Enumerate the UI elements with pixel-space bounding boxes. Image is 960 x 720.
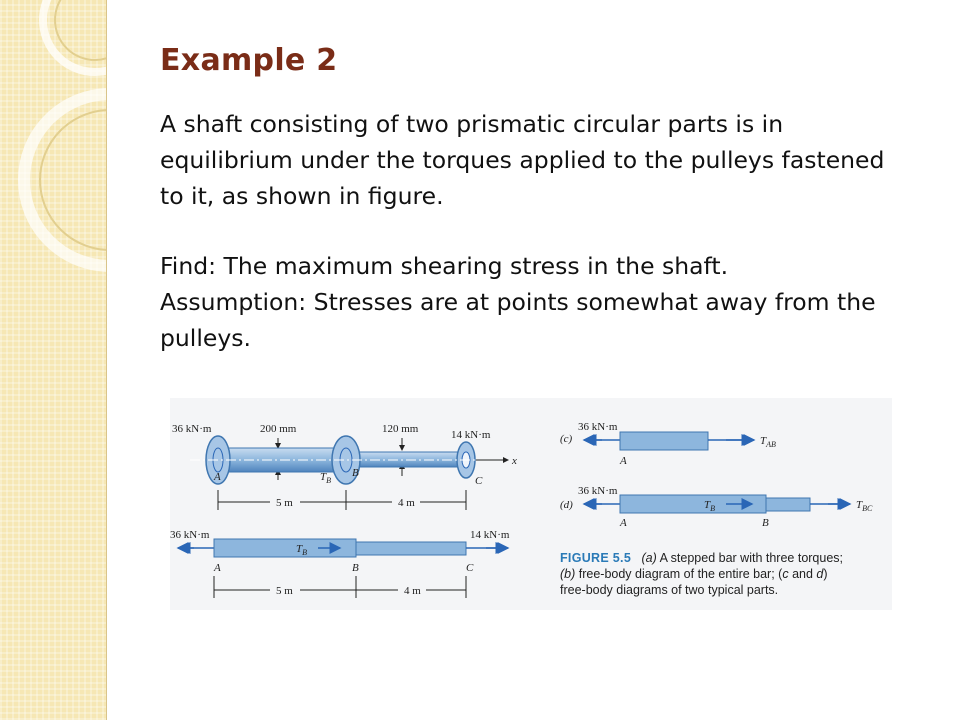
d-shaft-bc [766,498,810,511]
b-point-a: A [214,562,221,574]
find-statement: Find: The maximum shearing stress in the shaft. [160,252,729,280]
d-label: (d) [560,499,573,511]
caption-line-3: free-body diagrams of two typical parts. [560,583,779,597]
a-axis-x-label: x [512,455,517,467]
b-length-ab: 5 m [276,585,293,597]
c-torque-label: 36 kN·m [578,421,618,433]
assumption-statement: Assumption: Stresses are at points somewhat away from the pulleys. [160,288,876,352]
a-torque-a-label: 36 kN·m [172,423,212,435]
d-point-b: B [762,517,769,529]
c-shaft [620,432,708,450]
a-length-ab: 5 m [276,497,293,509]
a-torque-c-label: 14 kN·m [451,429,491,441]
b-torque-a-label: 36 kN·m [170,529,210,541]
slide-body [160,106,900,356]
b-point-b: B [352,562,359,574]
decorative-rings [0,0,106,720]
figure-caption: FIGURE 5.5 (a) A stepped bar with three torques; (b) free-body diagram of the entire bar; (c and d) free-body diagrams of two typical parts. [560,550,890,598]
problem-statement: A shaft consisting of two prismatic circular parts is in equilibrium under the torques applied to the pulleys fastened to it, as shown in figure. [160,110,885,210]
diagram-a [172,423,517,510]
shaft-figure [170,398,892,610]
a-point-c: C [475,475,483,487]
d-torque-label: 36 kN·m [578,485,618,497]
a-tb-label: $T_B$ [320,471,332,485]
b-torque-c-label: 14 kN·m [470,529,510,541]
d-t-label: $T_{BC}$ [856,499,873,513]
b-tb-label: $T_B$ [296,543,308,557]
d-point-a: A [620,517,627,529]
diagram-c [560,421,776,467]
c-t-label: $T_{AB}$ [760,435,776,449]
a-point-b: B [352,467,359,479]
b-length-bc: 4 m [404,585,421,597]
d-tb-label: $T_B$ [704,499,716,513]
c-point-a: A [620,455,627,467]
a-point-a: A [214,471,221,483]
figure-number: FIGURE 5.5 [560,551,632,565]
a-length-bc: 4 m [398,497,415,509]
c-label: (c) [560,433,573,445]
diagram-d [560,485,873,529]
decorative-side-band [0,0,107,720]
diagram-b [170,529,510,598]
slide-title: Example 2 [160,43,338,78]
b-point-c: C [466,562,474,574]
b-shaft-bc [356,542,466,555]
a-dim-120-label: 120 mm [382,423,419,435]
a-dim-200-label: 200 mm [260,423,297,435]
